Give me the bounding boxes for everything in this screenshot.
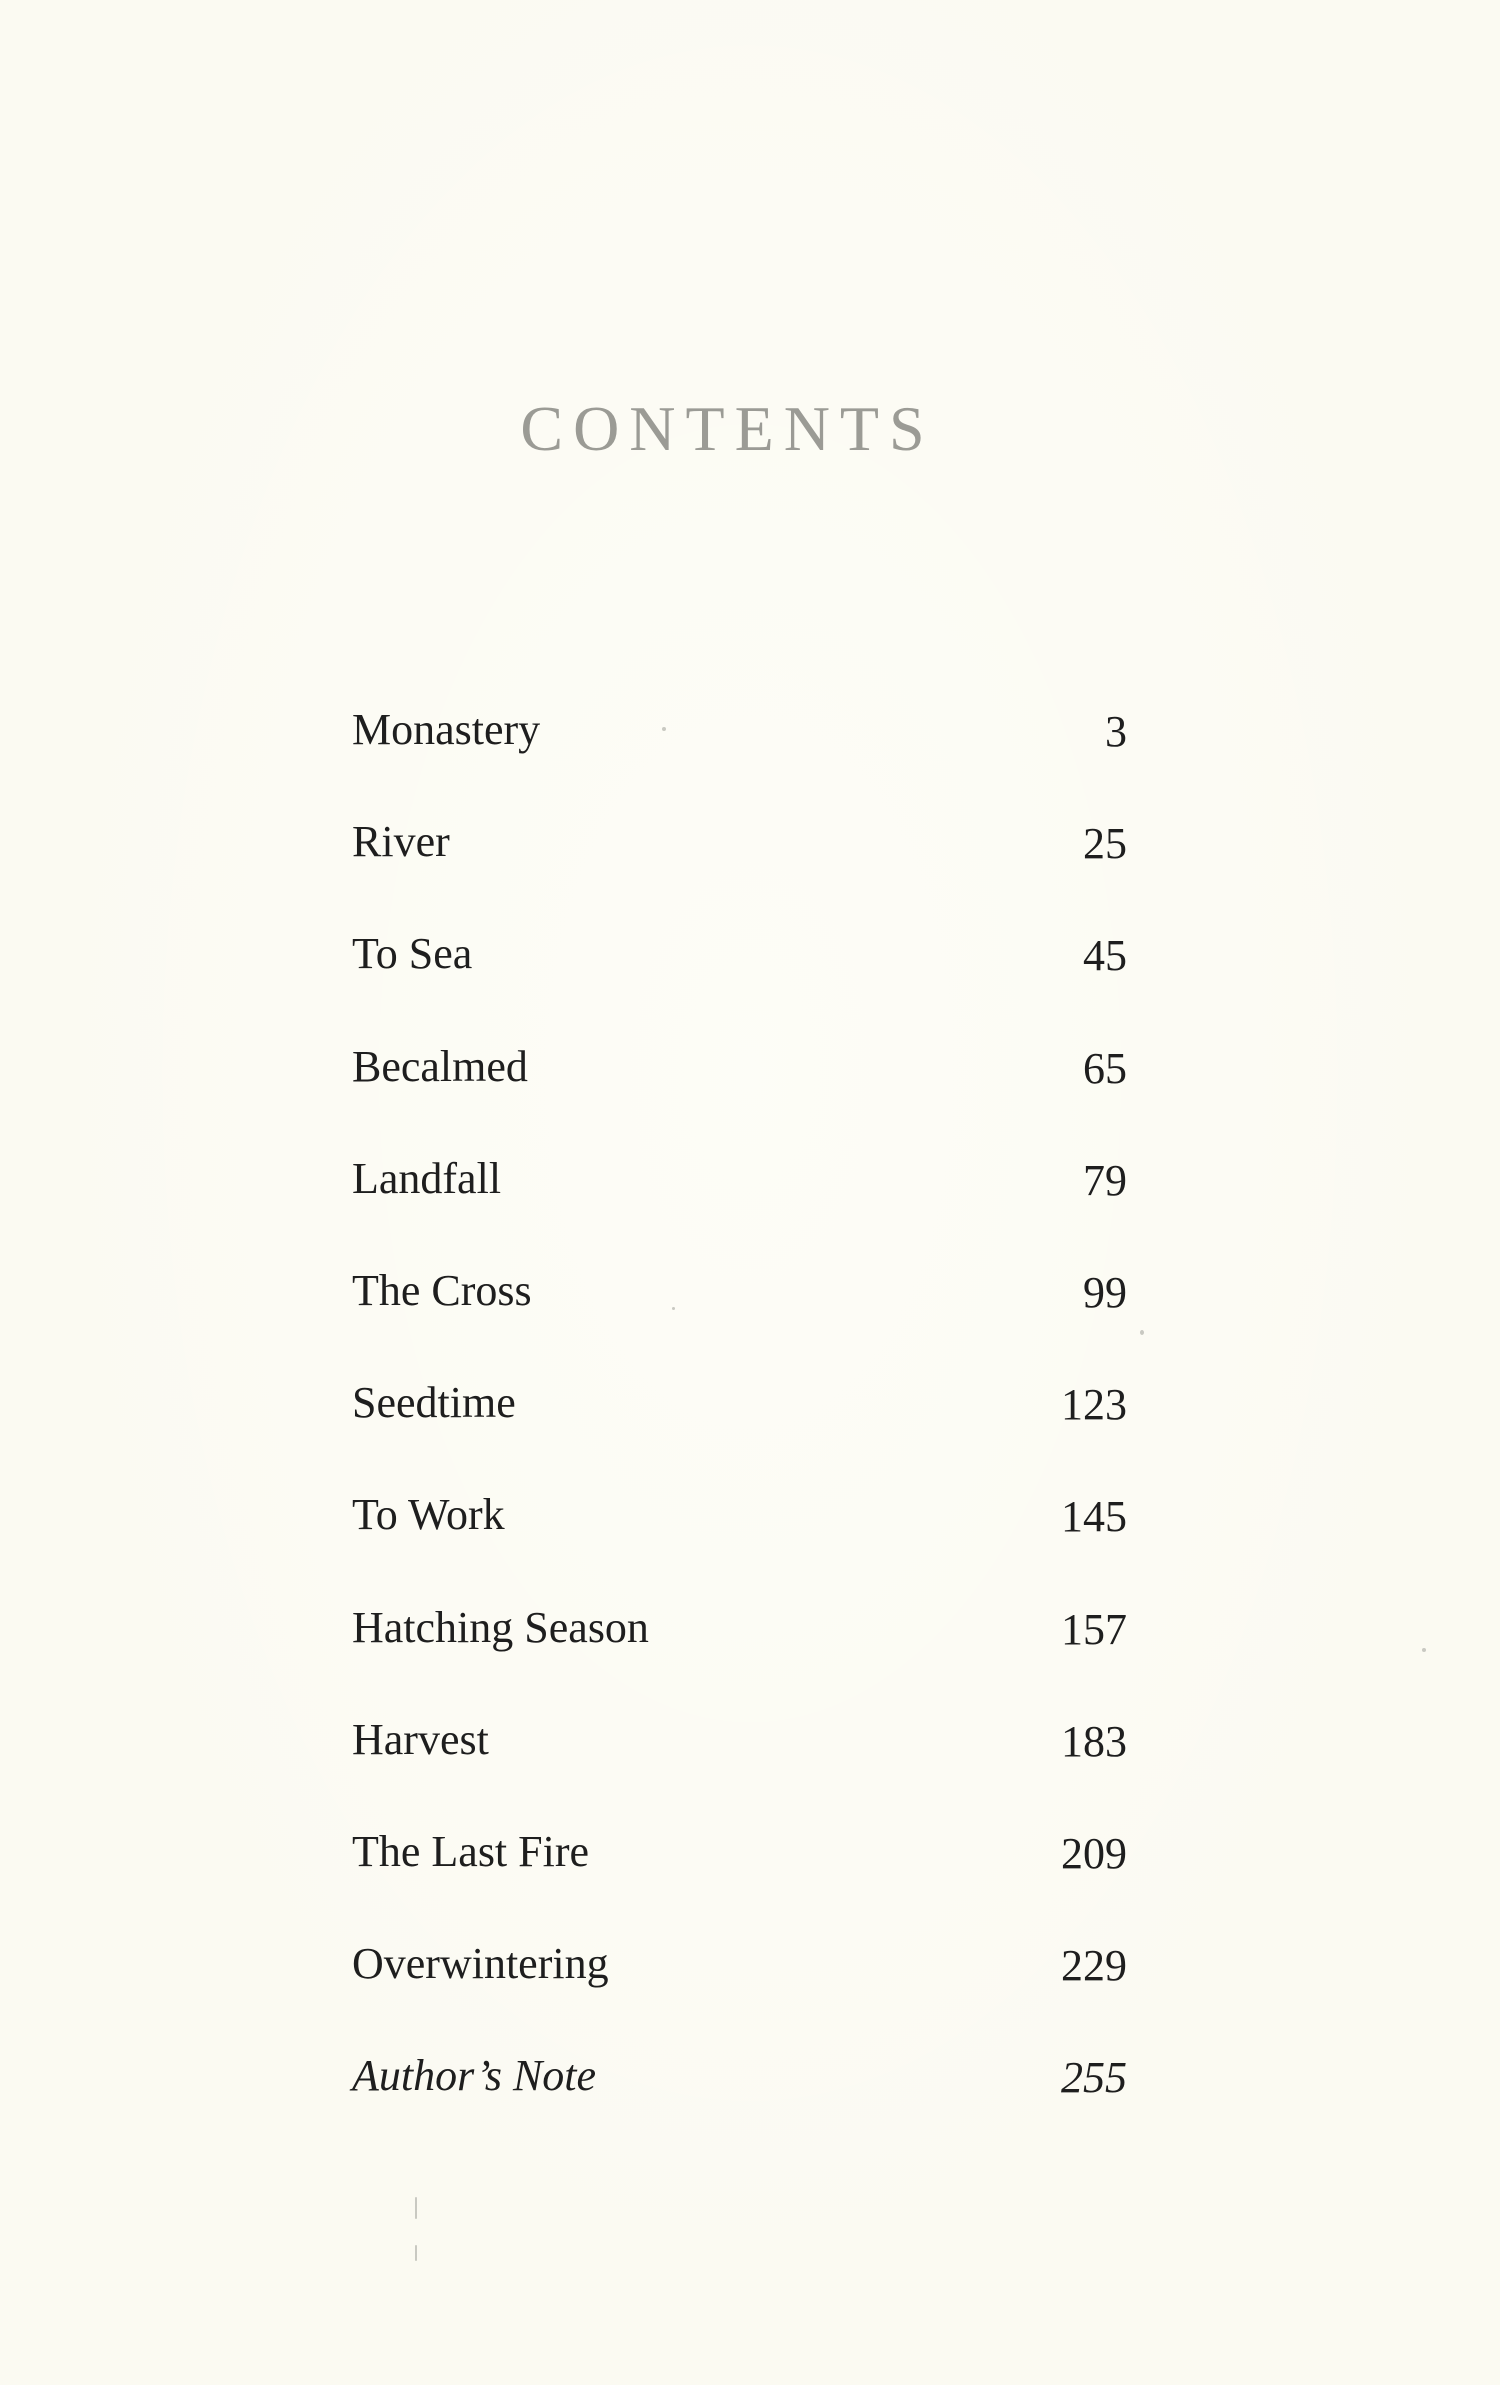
toc-entry xyxy=(352,1373,1127,1485)
toc-entry xyxy=(352,1710,1127,1822)
toc-entry-page: 99 xyxy=(1083,1267,1127,1317)
toc-entry-page: 229 xyxy=(1061,1941,1127,1991)
toc-entry xyxy=(352,1822,1127,1934)
toc-entry-title: Hatching Season xyxy=(352,1602,649,1652)
toc-entry xyxy=(352,812,1127,924)
toc-entry-page: 123 xyxy=(1061,1380,1127,1430)
table-of-contents xyxy=(352,700,1127,2158)
paper-speck xyxy=(415,2197,417,2219)
toc-entry xyxy=(352,1149,1127,1261)
toc-entry-title: The Last Fire xyxy=(352,1826,590,1876)
toc-entry-title: Harvest xyxy=(352,1714,489,1764)
toc-entry-title: Author’s Note xyxy=(352,2051,597,2101)
paper-speck xyxy=(672,1307,675,1310)
toc-entry-title: Seedtime xyxy=(352,1378,516,1428)
toc-entry-page: 209 xyxy=(1061,1828,1127,1878)
contents-heading: CONTENTS xyxy=(520,393,935,464)
toc-entry-page: 255 xyxy=(1061,2053,1127,2103)
toc-entry-title: Monastery xyxy=(352,705,541,754)
paper-speck xyxy=(662,727,666,731)
toc-entry-title: To Work xyxy=(352,1490,505,1540)
toc-entry-page: 3 xyxy=(1105,707,1127,756)
toc-entry-title: River xyxy=(352,817,450,867)
toc-entry xyxy=(352,1037,1127,1149)
toc-entry-page: 183 xyxy=(1061,1716,1127,1766)
toc-entry-page: 65 xyxy=(1083,1043,1127,1093)
toc-entry-title: Overwintering xyxy=(352,1939,609,1989)
paper-speck xyxy=(415,2245,417,2261)
toc-entry xyxy=(352,924,1127,1036)
toc-entry xyxy=(352,1261,1127,1373)
toc-entry-page: 157 xyxy=(1061,1604,1127,1654)
toc-entry xyxy=(352,1598,1127,1710)
toc-entry-authors-note xyxy=(352,2046,1127,2158)
toc-entry-title: The Cross xyxy=(352,1265,532,1315)
toc-entry-page: 145 xyxy=(1061,1492,1127,1542)
toc-entry xyxy=(352,1934,1127,2046)
toc-entry-page: 25 xyxy=(1083,819,1127,869)
paper-speck xyxy=(1422,1648,1426,1652)
toc-entry-page: 45 xyxy=(1083,931,1127,981)
toc-entry-title: To Sea xyxy=(352,929,473,979)
paper-speck xyxy=(1140,1330,1144,1335)
toc-entry xyxy=(352,1485,1127,1597)
toc-entry xyxy=(352,700,1127,812)
toc-entry-title: Becalmed xyxy=(352,1041,528,1091)
toc-entry-title: Landfall xyxy=(352,1153,502,1203)
toc-entry-page: 79 xyxy=(1083,1155,1127,1205)
